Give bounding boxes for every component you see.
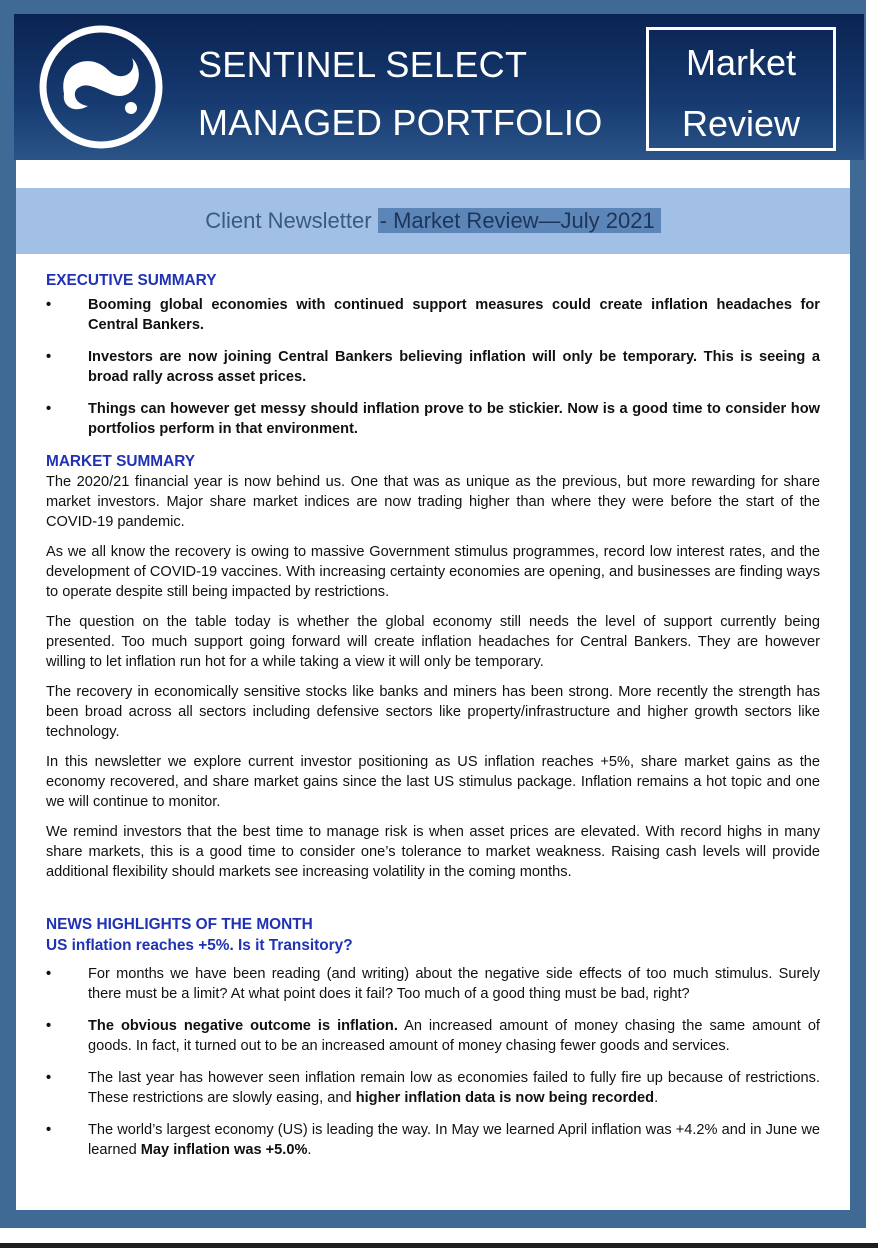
list-item: • For months we have been reading (and writing) about the negative side effects of too much stimulus. Surely there must be a limit? At what point does it fail? Too much of a good thing must be bad, right? (46, 964, 820, 1004)
market-review-badge (646, 27, 836, 151)
news-highlights-heading: NEWS HIGHLIGHTS OF THE MONTH (46, 916, 313, 933)
news-list (46, 964, 820, 1160)
newsletter-banner (16, 188, 850, 254)
executive-summary-heading: EXECUTIVE SUMMARY (46, 272, 217, 289)
paragraph: The recovery in economically sensitive stocks like banks and miners has been strong. More recently the strength has been broad across all sectors including defensive sectors like property/infrastructure and higher growth sectors like technology. (46, 684, 820, 740)
paragraph: As we all know the recovery is owing to massive Government stimulus programmes, record low interest rates, and the development of COVID-19 vaccines. With increasing certainty economies are opening, and businesses are finding ways to operate despite still being impacted by restrictions. (46, 544, 820, 600)
news-subheading: US inflation reaches +5%. Is it Transitory? (46, 937, 353, 954)
paragraph: In this newsletter we explore current investor positioning as US inflation reaches +5%, share market gains as the economy recovered, and share market gains since the last US stimulus package. Inflation remains a hot topic and one we will continue to monitor. (46, 754, 820, 810)
list-item: • The obvious negative outcome is inflation. An increased amount of money chasing the same amount of goods. In fact, it turned out to be an increased amount of money chasing fewer goods and services. (46, 1016, 820, 1056)
market-summary-heading: MARKET SUMMARY (46, 453, 196, 470)
list-item: • Booming global economies with continued support measures could create inflation headaches for Central Bankers. (46, 295, 820, 335)
list-item: • Investors are now joining Central Bankers believing inflation will only be temporary. This is seeing a broad rally across asset prices. (46, 347, 820, 387)
list-item: • The world’s largest economy (US) is leading the way. In May we learned April inflation was +4.2% and in June we learned May inflation was +5.0%. (46, 1120, 820, 1160)
portfolio-title (198, 36, 603, 152)
bottom-divider (0, 1243, 878, 1248)
title-line-1: SENTINEL SELECT (198, 44, 528, 85)
list-item: • The last year has however seen inflation remain low as economies failed to fully fire up because of restrictions. These restrictions are slowly easing, and higher inflation data is now being recorded. (46, 1068, 820, 1108)
badge-line-2: Review (681, 103, 801, 144)
banner-prefix: Client Newsletter (205, 208, 378, 233)
list-item: • Things can however get messy should inflation prove to be stickier. Now is a good time to consider how portfolios perform in that environment. (46, 399, 820, 439)
header (14, 14, 864, 160)
paragraph: We remind investors that the best time to manage risk is when asset prices are elevated. With record highs in many share markets, this is a good time to consider one’s tolerance to market weakness. Raising cash levels will provide additional flexibility should markets see increasing volatility in the coming months. (46, 824, 820, 880)
newsletter-content (46, 270, 820, 1172)
badge-line-1: Market (685, 42, 797, 83)
paragraph: The question on the table today is whether the global economy still needs the level of support currently being presented. Too much support going forward will create inflation headaches for Central Bankers. They are however willing to let inflation run hot for a while taking a view it will only be temporary. (46, 614, 820, 670)
sentinel-swirl-logo (36, 22, 166, 152)
title-line-2: MANAGED PORTFOLIO (198, 102, 603, 143)
banner-highlight: - Market Review—July 2021 (378, 208, 661, 233)
newsletter-page (16, 160, 850, 1210)
executive-summary-list (46, 295, 820, 439)
paragraph: The 2020/21 financial year is now behind us. One that was as unique as the previous, but more rewarding for share market investors. Major share market indices are now trading higher than where they were before the start of the COVID-19 pandemic. (46, 474, 820, 530)
